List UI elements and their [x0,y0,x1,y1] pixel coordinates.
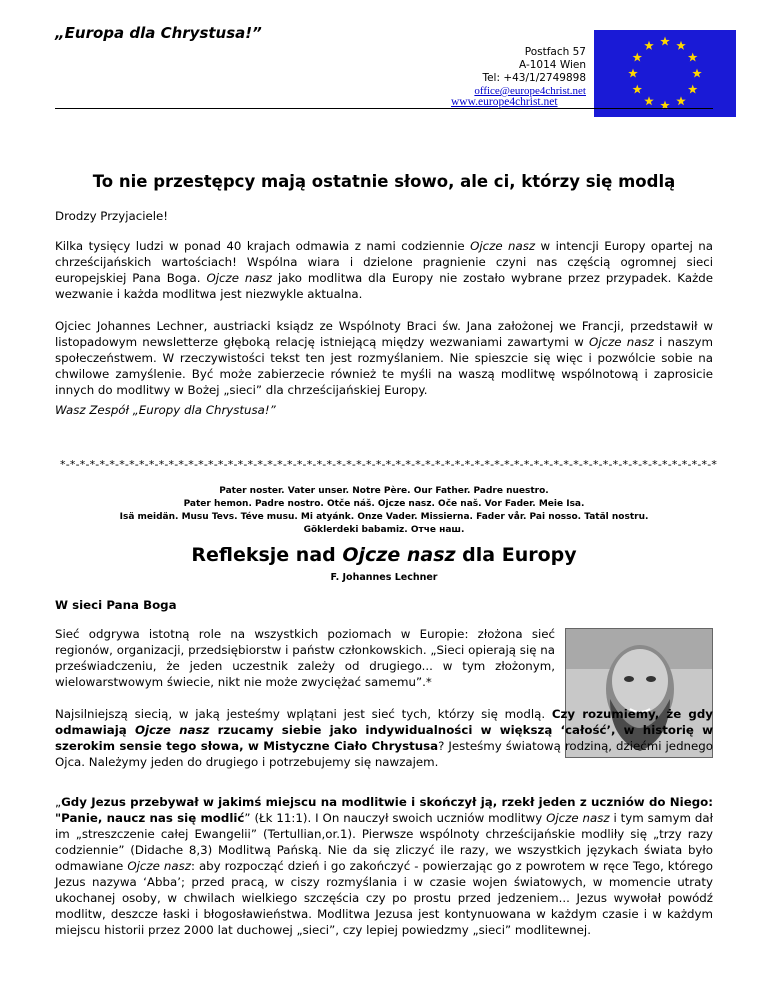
paragraph-prayers-net: Najsilniejszą siecią, w jaką jesteśmy wplątani jest sieć tych, którzy się modlą. Czy rozumiemy, że gdy odmawiają Ojcze nasz rzucamy siebie jako indywidualności w większą ‘całość’, w historię w szerokim sensie tego słowa, w Mistyczne Ciało Chrystusa? Jesteśmy światową rodziną, dziećmi jednego Ojca. Należymy jeden do drugiego i potrzebujemy się nawzajem. [55,707,713,769]
signoff: Wasz Zespół „Europy dla Chrystusa!” [55,403,276,417]
article-title: Refleksje nad Ojcze nasz dla Europy [191,544,577,566]
star-icon [644,96,654,105]
page-title: To nie przestępcy mają ostatnie słowo, ale ci, którzy się modlą [92,172,676,191]
paragraph-jesus: „Gdy Jezus przebywał w jakimś miejscu na modlitwie i skończył ją, rzekł jeden z uczniów do Niego: "Panie, naucz nas się modlić” (Łk 11:1). I On nauczył swoich uczniów modlitwy Ojcze nasz i tym samym dał im „streszczenie całej Ewangelii” (Tertullian,or.1). Pierwsze wspólnoty chrześcijańskie modliły się „trzy razy codziennie” (Didache 8,3) Modlitwą Pańską. Nie da się zliczyć ile razy, we wszystkich językach świata było odmawiane Ojcze nasz: aby rozpocząć dzień i go zakończyć - powierzając go z powrotem w ręce Tego, którego Jezus nazywa ‘Abba’; przed pracą, w ciszy rozmyślania i w czasie wojen światowych, w momencie utraty ukochanej osoby, w chwilach wielkiego szczęścia czy po prostu przed jedzeniem... Jezus wywołał powódź modlitw, deszcze łaski i błogosławieństwa. Modlitwa Jezusa jest kontynuowana w każdym czasie i w każdym miejscu historii przez 2000 lat duchowej „sieci”, czy lepiej powiedzmy „sieci” modlitewnej. [55,795,714,937]
prayer-line: Göklerdeki babamiz. Отче наш. [303,525,465,535]
star-icon [692,69,702,78]
paragraph-network: Sieć odgrywa istotną role na wszystkich poziomach w Europie: złożona sieć regionów, organizacji, przedsiębiorstw i państw członkowskich. „Sieci opierają się na przeświadczeniu, że jeden uczestnik zależy od drugiego... w tym złożonym, wielowarstwowym świecie, nikt nie może zwyciężać samemu”.* [55,627,555,689]
section-heading: W sieci Pana Boga [55,598,177,612]
star-icon [633,53,643,62]
phone: Tel: +43/1/2749898 [482,72,586,84]
star-icon [660,37,670,46]
prayer-line: Pater hemon. Padre nostro. Otče náš. Ojcze nasz. Oče naš. Vor Fader. Meie Isa. [183,499,585,509]
prayer-line: Pater noster. Vater unser. Notre Père. Our Father. Padre nuestro. [219,486,549,496]
star-icon [688,53,698,62]
eu-stars-icon [594,30,736,117]
city: A-1014 Wien [519,59,586,71]
postfach: Postfach 57 [524,46,586,58]
paragraph-lechner: Ojciec Johannes Lechner, austriacki ksiądz ze Wspólnoty Braci św. Jana założonej we Francji, przedstawił w listopadowym newsletterze głęboką relację istniejącą między wezwaniami zawartymi w Ojcze nasz i naszym społeczeństwem. W rzeczywistości tekst ten jest rozmyślaniem. Nie spieszcie się więc i pozwólcie sobie na chwilowe zamyślenie. Być może zabierzecie również te myśli na waszą modlitwę wspólnotową i zaprosicie innych do modlitwy w Bożej „sieci” dla chrześcijańskiej Europy. [55,319,714,397]
star-icon [644,41,654,50]
brand-title: „Europa dla Chrystusa!” [55,24,262,42]
star-icon [676,41,686,50]
star-icon [676,96,686,105]
header-divider [55,108,713,109]
greeting: Drodzy Przyjaciele! [55,209,169,223]
email-link[interactable]: office@europe4christ.net [474,85,586,97]
star-icon [688,85,698,94]
article-author: F. Johannes Lechner [330,572,438,583]
star-icon [633,85,643,94]
eu-flag [594,30,736,117]
prayer-languages [0,485,768,537]
prayer-line: Isä meidän. Musu Tevs. Téve musu. Mi atyánk. Onze Vader. Missierna. Fader vår. Pai nosso. Tatăl nostru. [119,512,649,522]
paragraph-intro: Kilka tysięcy ludzi w ponad 40 krajach odmawia z nami codziennie Ojcze nasz w intencji Europy opartej na chrześcijańskich wartościach! Wspólna wiara i dzielone pragnienie czyni nas częścią ogromnej sieci europejskiej Pana Boga. Ojcze nasz jako modlitwa dla Europy nie zostało wybrane przez przypadek. Każde wezwanie i każda modlitwa jest niezwykle aktualna. [55,239,714,301]
separator: *-*-*-*-*-*-*-*-*-*-*-*-*-*-*-*-*-*-*-*-*-*-*-*-*-*-*-*-*-*-*-*-*-*-*-*-*-*-*-*-*-*-*-*-*-*-*-*-*-*-*-*-*-*-*-*-*-*-*-*-*-*-*-*-*-*-* [60,458,718,471]
contact-block [474,46,586,98]
star-icon [628,69,638,78]
website-link[interactable]: www.europe4christ.net [451,96,558,108]
